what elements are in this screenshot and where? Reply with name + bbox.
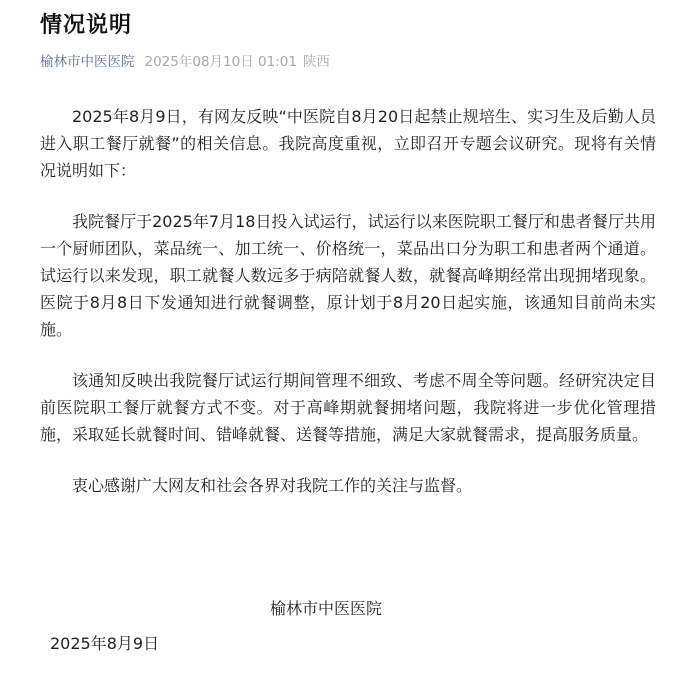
body-paragraph: 衷心感谢广大网友和社会各界对我院工作的关注与监督。 (72, 476, 473, 495)
publish-time: 2025年08月10日 01:01 (144, 54, 297, 70)
signature-org: 榆林市中医医院 (269, 599, 382, 618)
body-paragraph: 该通知反映出我院餐厅试运行期间管理不细致、考虑不周全等问题。经研究决定目前医院职工餐厅就餐方式不变。对于高峰期就餐拥堵问题，我院将进一步优化管理措施，采取延长就餐时间、错峰就餐、送餐等措施，满足大家就餐需求，提高服务质量。 (40, 371, 656, 444)
body-paragraph: 我院餐厅于2025年7月18日投入试运行，试运行以来医院职工餐厅和患者餐厅共用一个厨师团队，菜品统一、加工统一、价格统一，菜品出口分为职工和患者两个通道。试运行以来发现，职工就餐人数远多于病陪就餐人数，就餐高峰期经常出现拥堵现象。医院于8月8日下发通知进行就餐调整，原计划于8月20日起实施，该通知目前尚未实施。 (40, 212, 656, 339)
body-paragraph: 2025年8月9日，有网友反映“中医院自8月20日起禁止规培生、实习生及后勤人员进入职工餐厅就餐”的相关信息。我院高度重视，立即召开专题会议研究。现将有关情况说明如下： (40, 107, 656, 180)
article-body (40, 103, 656, 523)
region-label: 陕西 (302, 54, 330, 70)
article-title: 情况说明 (40, 13, 133, 38)
signature-date: 2025年8月9日 (50, 634, 160, 653)
article-meta (40, 52, 330, 72)
author-link[interactable]: 榆林市中医医院 (40, 54, 135, 70)
